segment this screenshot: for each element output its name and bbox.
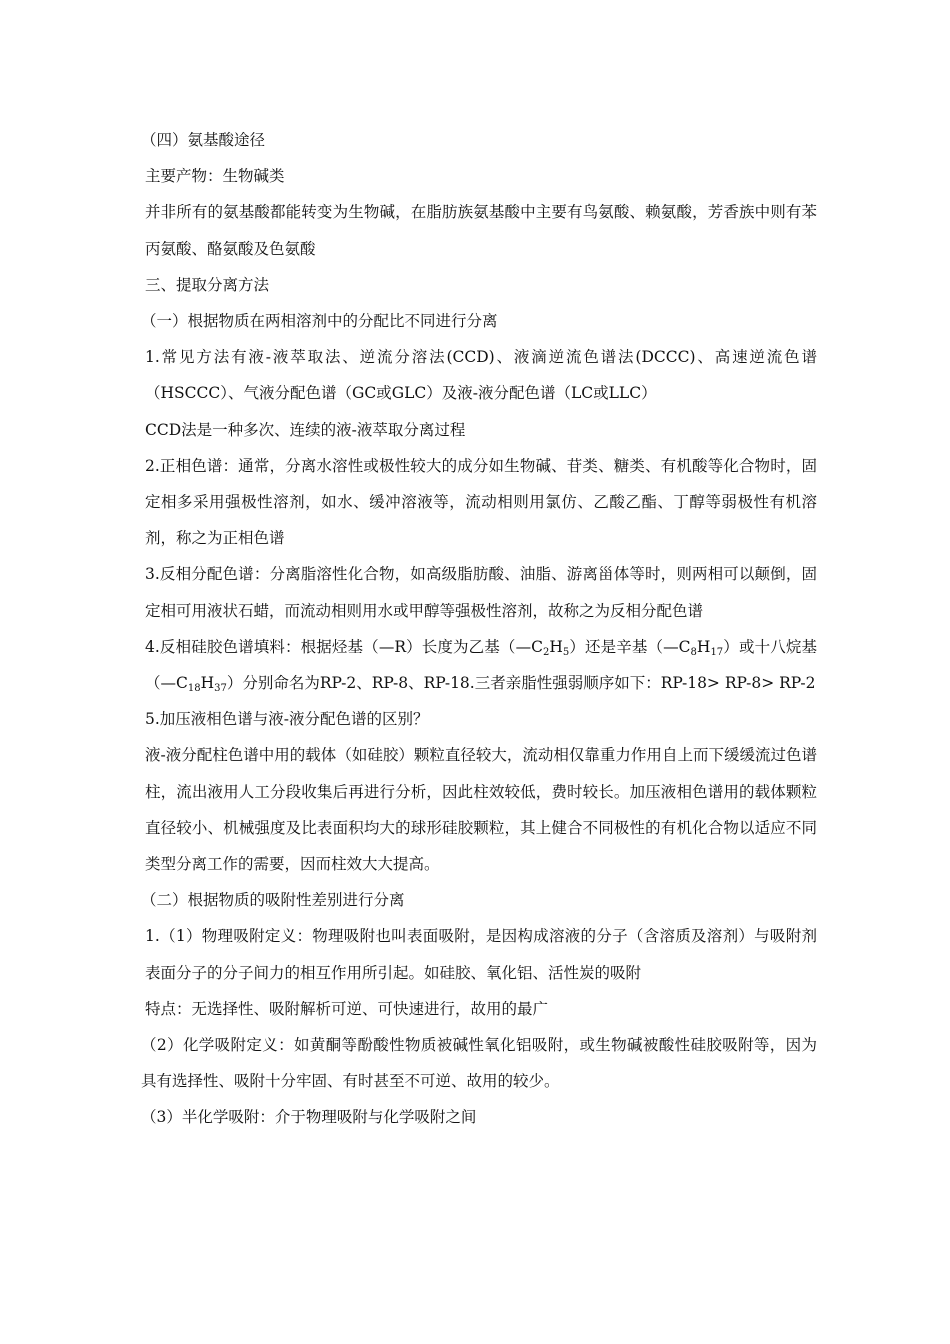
paragraph-reverse-phase-silica [145, 629, 817, 701]
text-segment: ）分别命名为RP-2、RP-8、RP-18.三者亲脂性强弱顺序如下：RP-18> RP-8> RP-2 [226, 674, 816, 693]
paragraph-common-methods: 1.常见方法有液-液萃取法、逆流分溶法(CCD)、液滴逆流色谱法(DCCC)、高速逆流色谱（HSCCC）、气液分配色谱（GC或GLC）及液-液分配色谱（LC或LLC） [145, 348, 817, 403]
paragraph-main-products: 主要产物：生物碱类 [145, 167, 285, 186]
text-segment: H [696, 637, 711, 656]
paragraph-reverse-phase: 3.反相分配色谱：分离脂溶性化合物，如高级脂肪酸、油脂、游离甾体等时，则两相可以颠倒，固定相可用液状石蜡，而流动相则用水或甲醇等强极性溶剂，故称之为反相分配色谱 [145, 565, 817, 620]
heading-extraction-methods: 三、提取分离方法 [145, 275, 270, 294]
paragraph-semi-chemical-adsorption: （3）半化学吸附：介于物理吸附与化学吸附之间 [141, 1108, 477, 1127]
heading-amino-acid-pathway: （四）氨基酸途径 [141, 131, 266, 149]
text-segment: H [200, 674, 215, 693]
paragraph-physical-adsorption-features: 特点：无选择性、吸附解析可逆、可快速进行，故用的最广 [145, 999, 549, 1018]
text-segment: H [549, 637, 563, 656]
subscript: 17 [710, 646, 724, 658]
paragraph-physical-adsorption: 1.（1）物理吸附定义：物理吸附也叫表面吸附，是因构成溶液的分子（含溶质及溶剂）与吸附剂表面分子的分子间力的相互作用所引起。如硅胶、氧化铝、活性炭的吸附 [145, 927, 817, 982]
paragraph-pressurized-lc-answer: 液-液分配柱色谱中用的载体（如硅胶）颗粒直径较大，流动相仅靠重力作用自上而下缓缓流过色谱柱，流出液用人工分段收集后再进行分析，因此柱效较低，费时较长。加压液相色谱用的载体颗粒直径较小、机械强度及比表面积均大的球形硅胶颗粒，其上健合不同极性的有机化合物以适应不同类型分离工作的需要，因而柱效大大提高。 [145, 746, 817, 874]
paragraph-amino-acids: 并非所有的氨基酸都能转变为生物碱，在脂肪族氨基酸中主要有鸟氨酸、赖氨酸，芳香族中则有苯丙氨酸、酪氨酸及色氨酸 [145, 203, 817, 258]
paragraph-normal-phase: 2.正相色谱：通常，分离水溶性或极性较大的成分如生物碱、苷类、糖类、有机酸等化合物时，固定相多采用强极性溶剂，如水、缓冲溶液等，流动相则用氯仿、乙酸乙酯、丁醇等弱极性有机溶剂，称之为正相色谱 [145, 456, 817, 548]
subscript: 2 [542, 646, 550, 658]
paragraph-chemical-adsorption: （2）化学吸附定义：如黄酮等酚酸性物质被碱性氧化铝吸附，或生物碱被酸性硅胶吸附等，因为具有选择性、吸附十分牢固、有时甚至不可逆、故用的较少。 [141, 1036, 817, 1091]
subscript: 37 [214, 683, 227, 695]
heading-adsorption-separation: （二）根据物质的吸附性差别进行分离 [141, 891, 405, 910]
heading-partition-separation: （一）根据物质在两相溶剂中的分配比不同进行分离 [141, 312, 498, 331]
subscript: 8 [690, 646, 697, 658]
text-segment: ）或十八烷基（—C [145, 637, 817, 693]
paragraph-ccd: CCD法是一种多次、连续的液-液萃取分离过程 [145, 420, 466, 439]
paragraph-pressurized-lc-question: 5.加压液相色谱与液-液分配色谱的区别？ [145, 710, 429, 729]
text-segment: 4.反相硅胶色谱填料：根据烃基（—R）长度为乙基（—C [145, 637, 543, 656]
document-body [141, 122, 817, 1136]
subscript: 18 [187, 683, 201, 695]
subscript: 5 [562, 646, 570, 658]
text-segment: ）还是辛基（—C [569, 637, 691, 656]
